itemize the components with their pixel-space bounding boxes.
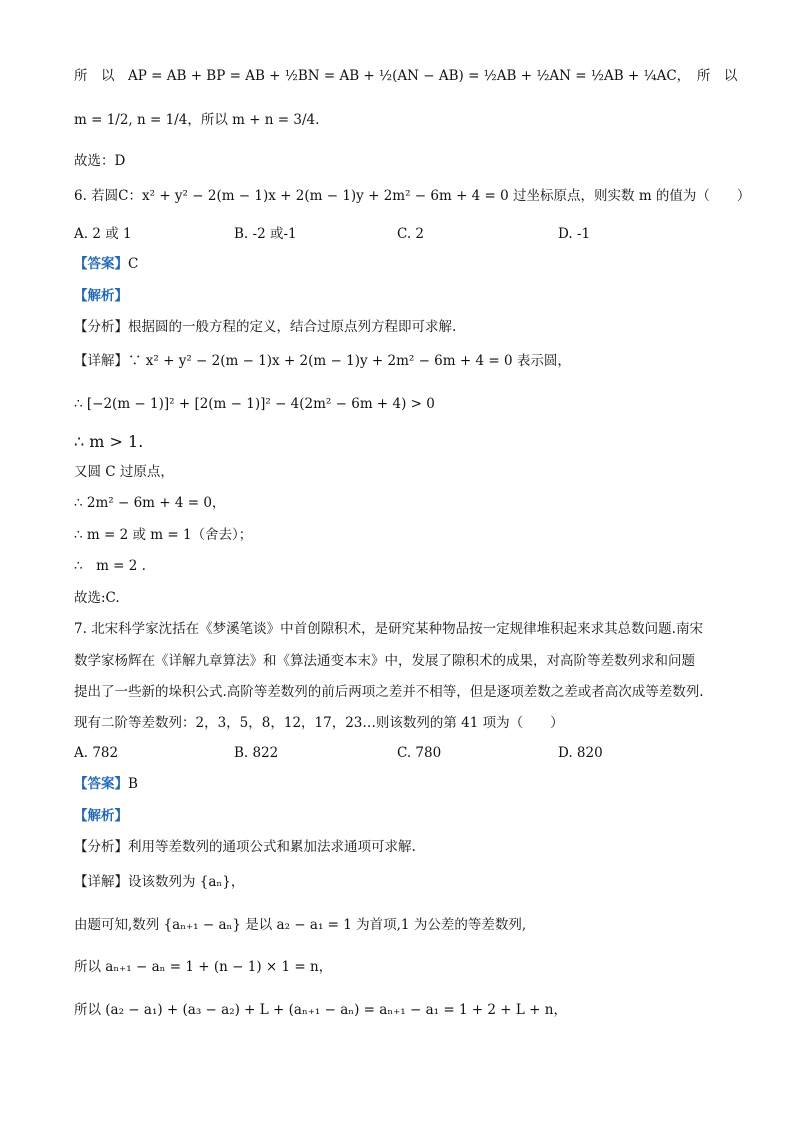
q7-xiangjie (74, 872, 244, 892)
jiexi-tag: 【解析】 (74, 808, 128, 824)
q7-fenxi (74, 837, 416, 857)
q7-stem-line2: 数学家杨辉在《详解九章算法》和《算法通变本末》中，发展了隙积术的成果，对高阶等差数列求和问题 (74, 653, 695, 669)
q6-option-d: D. -1 (558, 226, 591, 242)
xiangjie-text: 设该数列为 {aₙ}， (128, 874, 245, 890)
q7-step2: 所以 aₙ₊₁ − aₙ = 1 + (n − 1) × 1 = n， (74, 959, 333, 975)
q5-vector-equation (74, 66, 737, 86)
q6-step2: ∴ m > 1. (74, 432, 144, 451)
q6-step4: ∴ 2m² − 6m + 4 = 0， (74, 495, 226, 511)
q6-choice: 故选:C. (74, 590, 120, 606)
q6-option-a: A. 2 或 1 (74, 226, 132, 242)
q6-step3: 又圆 C 过原点， (74, 464, 174, 480)
q5-line1-text: 所 以 AP = AB + BP = AB + ½BN = AB + ½(AN − AB) = ½AB + ½AN = ½AB + ¼AC， 所 以 (74, 68, 738, 84)
q7-option-b: B. 822 (234, 745, 279, 761)
fenxi-text: 利用等差数列的通项公式和累加法求通项可求解. (128, 839, 416, 855)
answer-value: C (128, 256, 139, 272)
xiangjie-tag: 【详解】 (74, 353, 128, 369)
q6-xiangjie (74, 351, 571, 371)
answer-value: B (128, 776, 138, 792)
q5-mn-result (74, 110, 319, 130)
q6-step5: ∴ m = 2 或 m = 1（舍去）； (74, 527, 253, 543)
fenxi-text: 根据圆的一般方程的定义，结合过原点列方程即可求解. (128, 319, 457, 335)
fenxi-tag: 【分析】 (74, 839, 128, 855)
q6-stem: 6. 若圆C：x² + y² − 2(m − 1)x + 2(m − 1)y + 2m² − 6m + 4 = 0 过坐标原点，则实数 m 的值为（ ） (74, 188, 751, 204)
xiangjie-text: ∵ x² + y² − 2(m − 1)x + 2(m − 1)y + 2m² − 6m + 4 = 0 表示圆， (128, 353, 571, 369)
jiexi-tag: 【解析】 (74, 288, 128, 304)
q5-choice: 故选：D (74, 153, 126, 169)
q6-answer (74, 254, 138, 274)
q7-option-d: D. 820 (558, 745, 603, 761)
q7-option-c: C. 780 (397, 745, 442, 761)
q7-step1: 由题可知,数列 {aₙ₊₁ − aₙ} 是以 a₂ − a₁ = 1 为首项,1 为公差的等差数列, (74, 917, 527, 933)
q7-step3: 所以 (a₂ − a₁) + (a₃ − a₂) + L + (aₙ₊₁ − aₙ) = aₙ₊₁ − a₁ = 1 + 2 + L + n， (74, 1002, 567, 1018)
q6-fenxi (74, 317, 456, 337)
fenxi-tag: 【分析】 (74, 319, 128, 335)
q7-stem-line1: 7. 北宋科学家沈括在《梦溪笔谈》中首创隙积术，是研究某种物品按一定规律堆积起来求其总数问题.南宋 (74, 621, 703, 637)
q6-step6: ∴ m = 2 . (74, 558, 146, 574)
q7-stem-line3: 提出了一些新的垛积公式.高阶等差数列的前后两项之差并不相等，但是逐项差数之差或者高次成等差数列. (74, 684, 704, 700)
q6-jiexi (74, 286, 128, 306)
xiangjie-tag: 【详解】 (74, 874, 128, 890)
q7-answer (74, 774, 138, 794)
q6-option-b: B. -2 或-1 (234, 226, 297, 242)
answer-tag: 【答案】 (74, 256, 128, 272)
q6-step1: ∴ [−2(m − 1)]² + [2(m − 1)]² − 4(2m² − 6m + 4) > 0 (74, 396, 435, 412)
answer-tag: 【答案】 (74, 776, 128, 792)
q7-jiexi (74, 806, 128, 826)
q6-option-c: C. 2 (397, 226, 425, 242)
q7-stem-line4: 现有二阶等差数列：2，3，5，8，12，17，23…则该数列的第 41 项为（ ） (74, 715, 564, 731)
q7-option-a: A. 782 (74, 745, 119, 761)
q5-line2-text: m = 1/2, n = 1/4，所以 m + n = 3/4. (74, 112, 320, 128)
